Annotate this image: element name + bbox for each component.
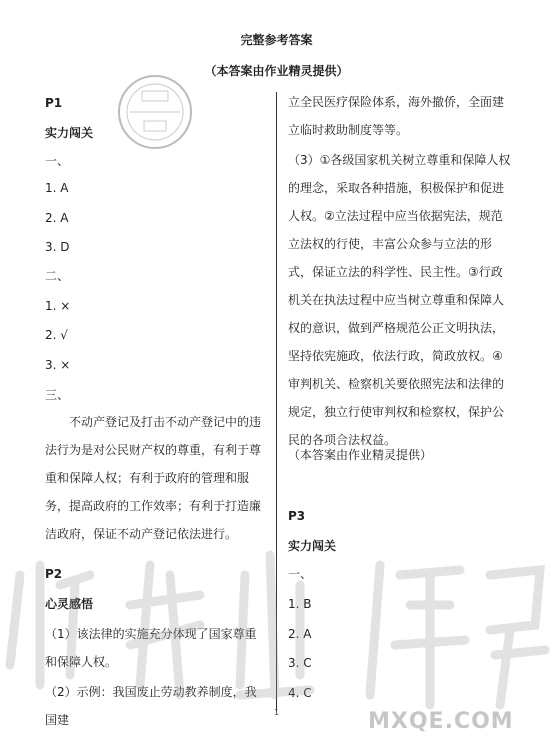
p1-heading: P1 [45,96,63,110]
part3-answer-text: 不动产登记及打击不动产登记中的违法行为是对公民财产权的尊重，有利于尊重和保障人权；有利于政府的管理和服务，提高政府的工作效率；有利于打造廉洁政府，保证不动产登记依法进行。 [45,415,262,541]
p2-answer-item-2: （2）示例：我国废止劳动教养制度，我国建 [45,685,257,727]
answer-item: 4. C [288,686,312,700]
p2-answer-item-1: （1）该法律的实施充分体现了国家尊重和保障人权。 [45,627,257,669]
page-title: 完整参考答案 [240,33,313,47]
watermark-graphic [0,545,553,735]
answer-item: 3. × [45,358,71,372]
stamp-logo [118,75,192,149]
p2-section-title: 心灵感悟 [45,597,94,611]
answer-item: 3. D [45,240,70,254]
continued-answer-text: 立全民医疗保险体系，海外撤侨，全面建立临时救助制度等等。 [288,95,505,137]
watermark-text: MXQE.COM [368,709,514,734]
answer-item: 2. A [288,627,312,641]
stamp-graphic-icon [120,77,190,147]
answer-item: 1. × [45,299,71,313]
answer-item: 2. A [45,211,69,225]
p3-heading: P3 [288,509,306,523]
answer-item: 2. √ [45,328,68,342]
answer-item: 1. B [288,597,312,611]
page-subtitle: （本答案由作业精灵提供） [204,64,349,78]
part1-label: 一、 [45,154,70,168]
p3-part1-label: 一、 [288,567,313,581]
answer-item: 3. C [288,656,312,670]
p3-section-title: 实力闯关 [288,539,337,553]
item3-answer-text: （3）①各级国家机关树立尊重和保障人权的理念，采取各种措施，积极保护和促进人权。②立法过程中应当依据宪法，规范立法权的行使，丰富公众参与立法的形式，保证立法的科学性、民主性。③行政机关在执法过程中应当树立尊重和保障人权的意识，做到严格规范公正文明执法，坚持依宪施政，依法行政，简政放权。④审判机关、检察机关要依照宪法和法律的规定，独立行使审判权和检察权，保护公民的各项合法权益。 [288,153,511,447]
part3-label: 三、 [45,388,70,402]
part2-label: 二、 [45,269,70,283]
p1-section-title: 实力闯关 [45,126,94,140]
page-number: 1 [273,708,280,717]
provider-note: （本答案由作业精灵提供） [288,448,433,462]
answer-item: 1. A [45,181,69,195]
p2-heading: P2 [45,567,63,581]
